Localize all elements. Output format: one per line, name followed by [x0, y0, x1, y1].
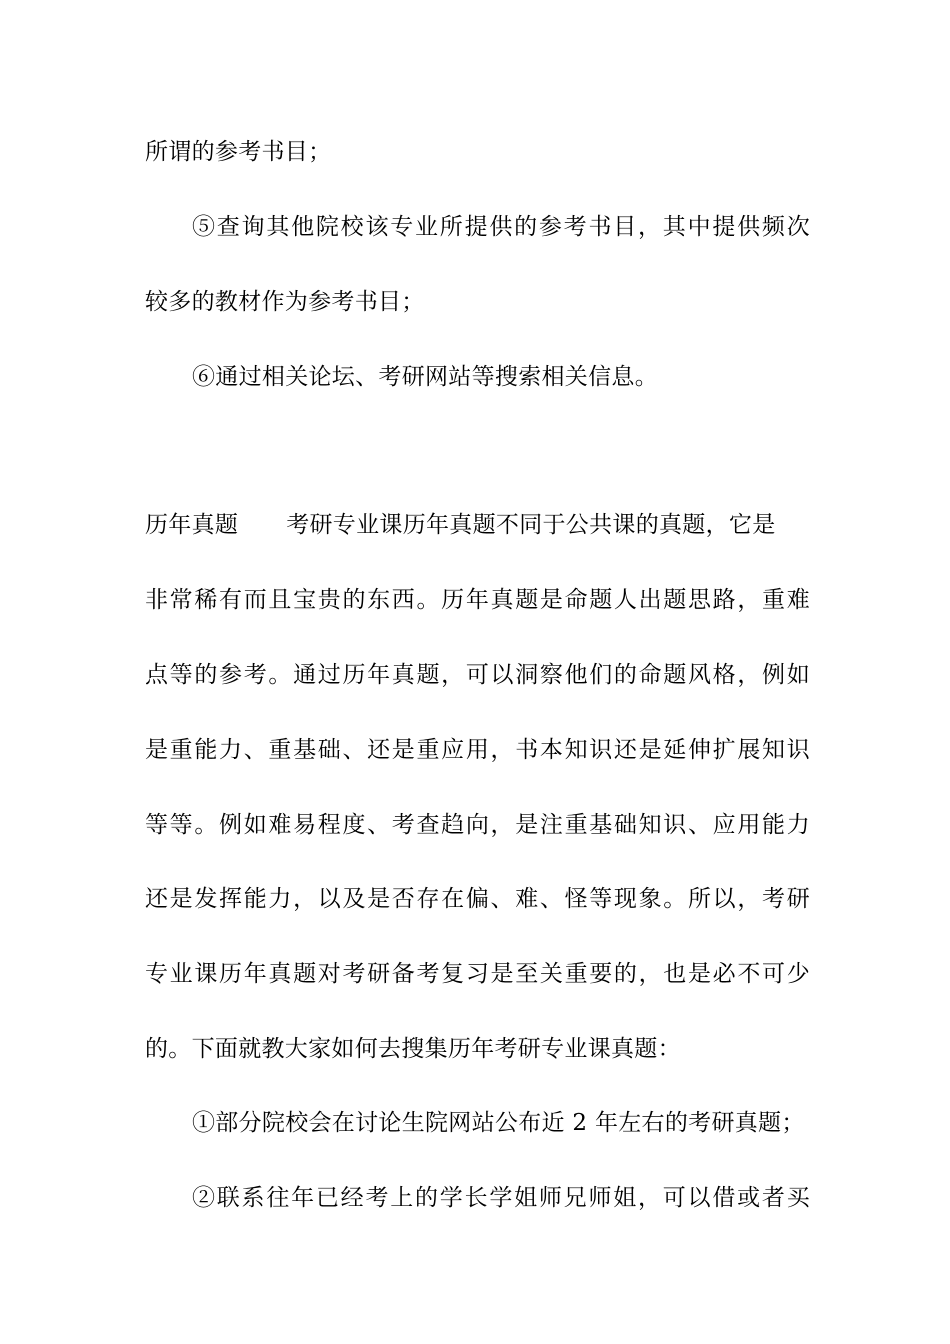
section-heading: 历年真题	[145, 512, 239, 538]
text-line: 还是发挥能力，以及是否存在偏、难、怪等现象。所以，考研	[145, 886, 810, 912]
text-line: 非常稀有而且宝贵的东西。历年真题是命题人出题思路，重难	[145, 587, 810, 613]
text-line: 专业课历年真题对考研备考复习是至关重要的，也是必不可少	[145, 961, 810, 987]
text-line: 点等的参考。通过历年真题，可以洞察他们的命题风格，例如	[145, 662, 810, 688]
text-line: 较多的教材作为参考书目；	[145, 289, 425, 315]
section-heading-line	[145, 510, 810, 540]
list-item-6: ⑥通过相关论坛、考研网站等搜索相关信息。	[192, 364, 658, 390]
text-line: 的。下面就教大家如何去搜集历年考研专业课真题：	[145, 1036, 681, 1062]
paragraph-text: 考研专业课历年真题不同于公共课的真题，它是	[286, 512, 776, 538]
list-item-1: ①部分院校会在讨论生院网站公布近 2 年左右的考研真题；	[192, 1110, 805, 1136]
text-line: 所谓的参考书目；	[145, 139, 332, 165]
text-line: 等等。例如难易程度、考查趋向，是注重基础知识、应用能力	[145, 812, 810, 838]
list-item-2: ②联系往年已经考上的学长学姐师兄师姐，可以借或者买	[192, 1185, 810, 1211]
text-line: 是重能力、重基础、还是重应用，书本知识还是延伸扩展知识	[145, 737, 810, 763]
list-item-5: ⑤查询其他院校该专业所提供的参考书目，其中提供频次	[192, 214, 810, 240]
